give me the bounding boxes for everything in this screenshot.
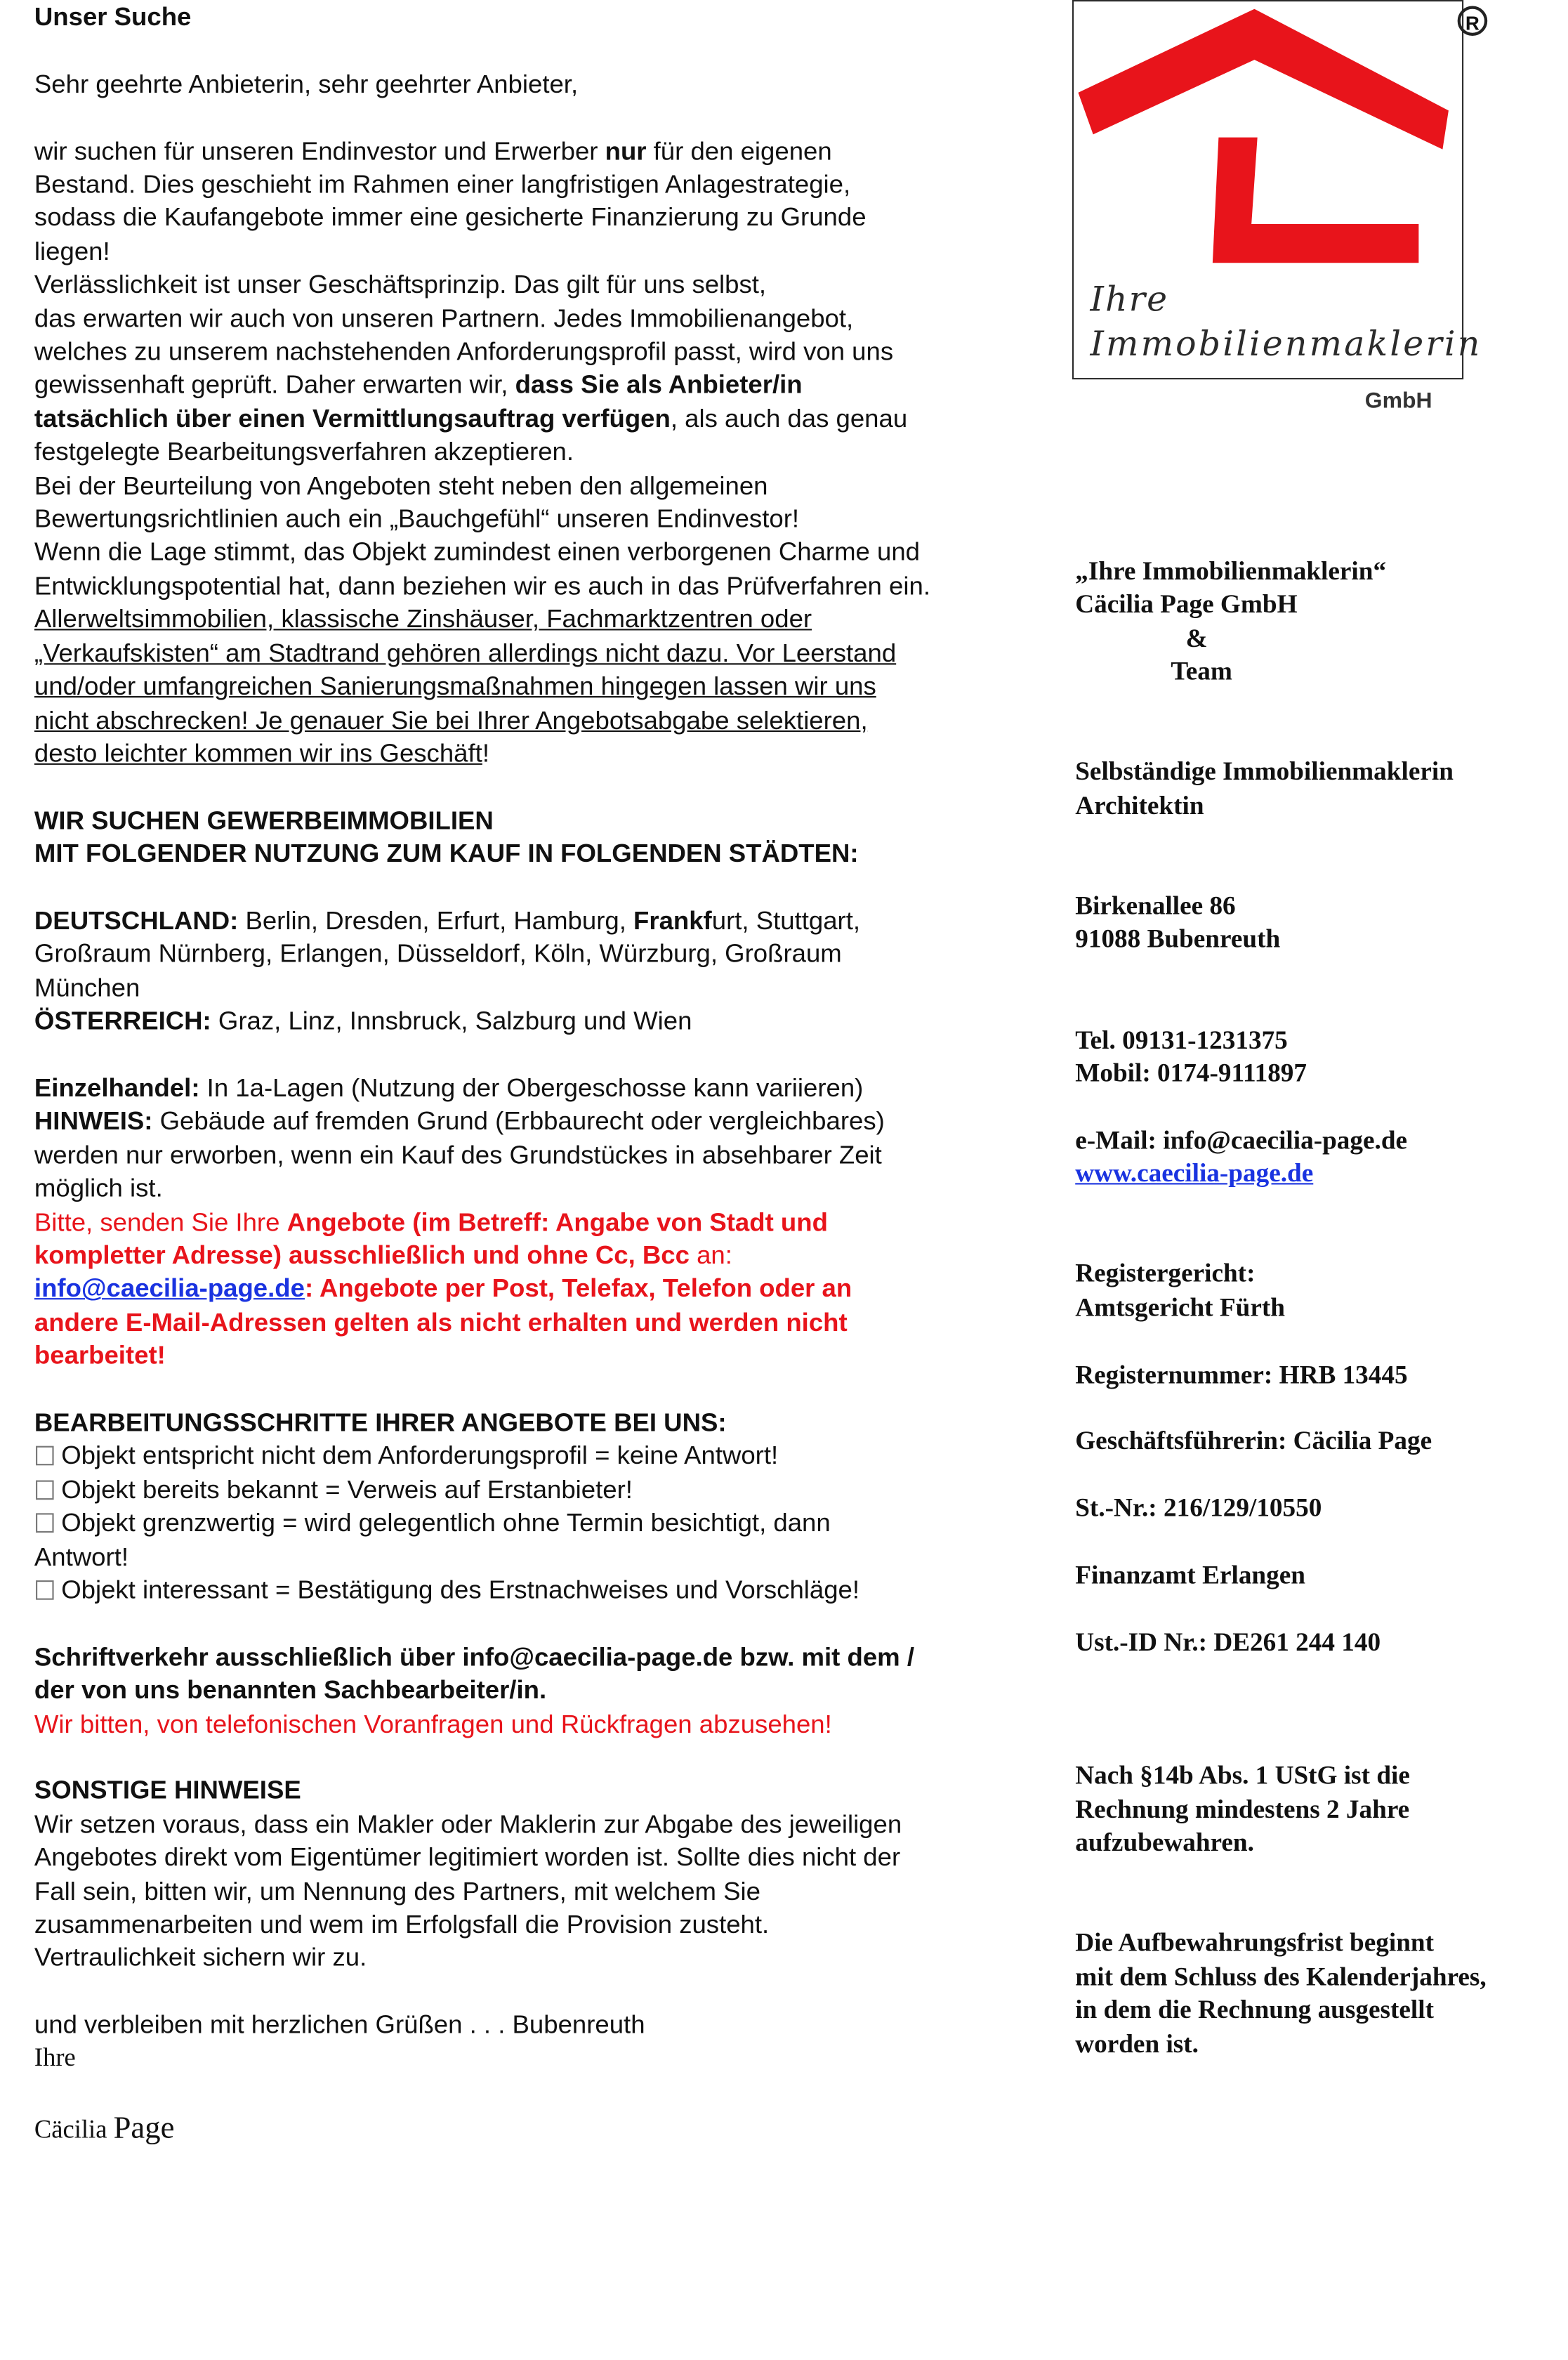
- closing-ihre: Ihre: [34, 2043, 76, 2071]
- role: Selbständige Immobilienmaklerin: [1075, 756, 1454, 787]
- email-link[interactable]: info@caecilia-page.de: [34, 1273, 305, 1304]
- court: Amtsgericht Fürth: [1075, 1292, 1285, 1322]
- company-name: Cäcilia Page GmbH: [1075, 589, 1298, 620]
- phone-request-note: Wir bitten, von telefonischen Voranfragen und Rückfragen abzusehen!: [34, 1708, 832, 1738]
- managing-director: Geschäftsführerin: Cäcilia Page: [1075, 1425, 1432, 1456]
- tax-office: Finanzamt Erlangen: [1075, 1559, 1305, 1589]
- steps-heading: BEARBEITUNGSSCHRITTE IHRER ANGEBOTE BEI UNS:: [34, 1407, 727, 1437]
- tax-number: St.-Nr.: 216/129/10550: [1075, 1492, 1322, 1523]
- reliability-line: festgelegte Bearbeitungsverfahren akzeptieren.: [34, 436, 574, 467]
- checkbox-icon: [36, 1446, 54, 1466]
- intro-line: Bestand. Dies geschieht im Rahmen einer langfristigen Anlagestrategie,: [34, 169, 851, 199]
- closing: und verbleiben mit herzlichen Grüßen . . . Bubenreuth: [34, 2009, 645, 2040]
- company-sidebar: [1075, 0, 1568, 2060]
- letter-heading: Unser Suche: [34, 1, 192, 32]
- step-item: Objekt interessant = Bestätigung des Erstnachweises und Vorschläge!: [34, 1573, 1050, 1606]
- company-name: &: [1185, 622, 1208, 653]
- location-line: Wenn die Lage stimmt, das Objekt zumindest einen verborgenen Charme und: [34, 537, 921, 568]
- checkbox-icon: [36, 1480, 54, 1500]
- email: e-Mail: info@caecilia-page.de: [1075, 1124, 1408, 1155]
- retention-period: mit dem Schluss des Kalenderjahres,: [1075, 1960, 1487, 1991]
- registered-trademark-icon: R: [1458, 6, 1488, 37]
- submission-instructions: Bitte, senden Sie Ihre Angebote (im Betreff: Angabe von Stadt und: [34, 1206, 828, 1236]
- role: Architektin: [1075, 789, 1204, 820]
- other-line: Fall sein, bitten wir, um Nennung des Partners, mit welchem Sie: [34, 1875, 760, 1906]
- exclusion-line: Allerweltsimmobilien, klassische Zinshäuser, Fachmarktzentren oder: [34, 603, 812, 634]
- logo-gmbh: GmbH: [1364, 388, 1432, 414]
- austria-cities: ÖSTERREICH: Graz, Linz, Innsbruck, Salzburg und Wien: [34, 1005, 692, 1036]
- checkbox-icon: [36, 1580, 54, 1600]
- address-street: Birkenallee 86: [1075, 890, 1236, 921]
- phone: Tel. 09131-1231375: [1075, 1024, 1288, 1054]
- mobile: Mobil: 0174-9111897: [1075, 1057, 1307, 1088]
- other-heading: SONSTIGE HINWEISE: [34, 1775, 301, 1805]
- salutation: Sehr geehrte Anbieterin, sehr geehrter Anbieter,: [34, 68, 579, 98]
- retention-note: aufzubewahren.: [1075, 1827, 1254, 1857]
- step-item: Objekt bereits bekannt = Verweis auf Erstanbieter!: [34, 1472, 1050, 1506]
- step-item: Antwort!: [34, 1540, 129, 1571]
- germany-cities: DEUTSCHLAND: Berlin, Dresden, Erfurt, Hamburg, Frankfurt, Stuttgart,: [34, 905, 861, 936]
- letter-body: [34, 0, 1050, 2148]
- retention-period: in dem die Rechnung ausgestellt: [1075, 1994, 1434, 2025]
- retention-note: Rechnung mindestens 2 Jahre: [1075, 1793, 1410, 1824]
- reliability-line: gewissenhaft geprüft. Daher erwarten wir, dass Sie als Anbieter/in: [34, 369, 803, 400]
- search-heading: MIT FOLGENDER NUTZUNG ZUM KAUF IN FOLGENDEN STÄDTEN:: [34, 838, 859, 868]
- website-link[interactable]: www.caecilia-page.de: [1075, 1158, 1314, 1188]
- other-line: Angebotes direkt vom Eigentümer legitimiert worden ist. Sollte dies nicht der: [34, 1842, 901, 1873]
- assessment-line: Bewertungsrichtlinien auch ein „Bauchgefühl“ unseren Endinvestor!: [34, 503, 800, 534]
- intro-paragraph: wir suchen für unseren Endinvestor und Erwerber nur für den eigenen: [34, 135, 832, 166]
- step-item: Objekt entspricht nicht dem Anforderungsprofil = keine Antwort!: [34, 1439, 1050, 1473]
- correspondence-note: der von uns benannten Sachbearbeiter/in.: [34, 1674, 547, 1705]
- submission-instructions: info@caecilia-page.de: Angebote per Post, Telefax, Telefon oder an: [34, 1273, 852, 1304]
- other-line: Vertraulichkeit sichern wir zu.: [34, 1942, 367, 1973]
- checkbox-icon: [36, 1514, 54, 1533]
- submission-instructions: andere E-Mail-Adressen gelten als nicht erhalten und werden nicht: [34, 1306, 848, 1337]
- intro-line: liegen!: [34, 235, 110, 266]
- retention-period: Die Aufbewahrungsfrist beginnt: [1075, 1927, 1434, 1958]
- search-heading: WIR SUCHEN GEWERBEIMMOBILIEN: [34, 804, 494, 835]
- reliability-line: tatsächlich über einen Vermittlungsauftrag verfügen, als auch das genau: [34, 402, 908, 433]
- other-line: Wir setzen voraus, dass ein Makler oder Maklerin zur Abgabe des jeweiligen: [34, 1809, 902, 1839]
- reliability-line: welches zu unserem nachstehenden Anforderungsprofil passt, wird von uns: [34, 336, 894, 367]
- exclusion-line: und/oder umfangreichen Sanierungsmaßnahmen hingegen lassen wir uns: [34, 671, 876, 701]
- hint-note: werden nur erworben, wenn ein Kauf des Grundstückes in absehbarer Zeit: [34, 1139, 882, 1169]
- germany-cities: Großraum Nürnberg, Erlangen, Düsseldorf, Köln, Würzburg, Großraum: [34, 938, 842, 969]
- reliability-line: Verlässlichkeit ist unser Geschäftsprinzip. Das gilt für uns selbst,: [34, 269, 767, 299]
- correspondence-note: Schriftverkehr ausschließlich über info@caecilia-page.de bzw. mit dem /: [34, 1641, 915, 1672]
- exclusion-line: „Verkaufskisten“ am Stadtrand gehören allerdings nicht dazu. Vor Leerstand: [34, 637, 897, 667]
- signature: Cäcilia Page: [34, 2109, 175, 2146]
- exclusion-line: nicht abschrecken! Je genauer Sie bei Ihrer Angebotsabgabe selektieren,: [34, 704, 868, 735]
- retail-note: Einzelhandel: In 1a-Lagen (Nutzung der Obergeschosse kann variieren): [34, 1072, 864, 1103]
- submission-instructions: bearbeitet!: [34, 1340, 166, 1370]
- logo-script-name: Immobilienmaklerin: [1090, 325, 1482, 365]
- hint-note: möglich ist.: [34, 1172, 163, 1203]
- assessment-line: Bei der Beurteilung von Angeboten steht neben den allgemeinen: [34, 470, 768, 500]
- germany-cities: München: [34, 971, 140, 1002]
- register-number: Registernummer: HRB 13445: [1075, 1358, 1408, 1389]
- address-city: 91088 Bubenreuth: [1075, 924, 1281, 954]
- company-name: „Ihre Immobilienmaklerin“: [1075, 556, 1387, 586]
- submission-instructions: kompletter Adresse) ausschließlich und ohne Cc, Bcc an:: [34, 1240, 732, 1270]
- company-name: Team: [1171, 656, 1232, 686]
- intro-line: sodass die Kaufangebote immer eine gesicherte Finanzierung zu Grunde: [34, 202, 867, 232]
- location-line: Entwicklungspotential hat, dann beziehen wir es auch in das Prüfverfahren ein.: [34, 570, 931, 601]
- hint-note: HINWEIS: Gebäude auf fremden Grund (Erbbaurecht oder vergleichbares): [34, 1106, 885, 1136]
- reliability-line: das erwarten wir auch von unseren Partnern. Jedes Immobilienangebot,: [34, 302, 854, 333]
- step-item: Objekt grenzwertig = wird gelegentlich ohne Termin besichtigt, dann: [34, 1506, 1050, 1540]
- court-label: Registergericht:: [1075, 1258, 1256, 1289]
- exclusion-line: desto leichter kommen wir ins Geschäft!: [34, 738, 489, 768]
- logo-script-ihre: Ihre: [1090, 280, 1169, 320]
- retention-note: Nach §14b Abs. 1 UStG ist die: [1075, 1760, 1410, 1790]
- retention-period: worden ist.: [1075, 2028, 1199, 2058]
- other-line: zusammenarbeiten und wem im Erfolgsfall die Provision zusteht.: [34, 1908, 770, 1939]
- vat-id: Ust.-ID Nr.: DE261 244 140: [1075, 1626, 1381, 1657]
